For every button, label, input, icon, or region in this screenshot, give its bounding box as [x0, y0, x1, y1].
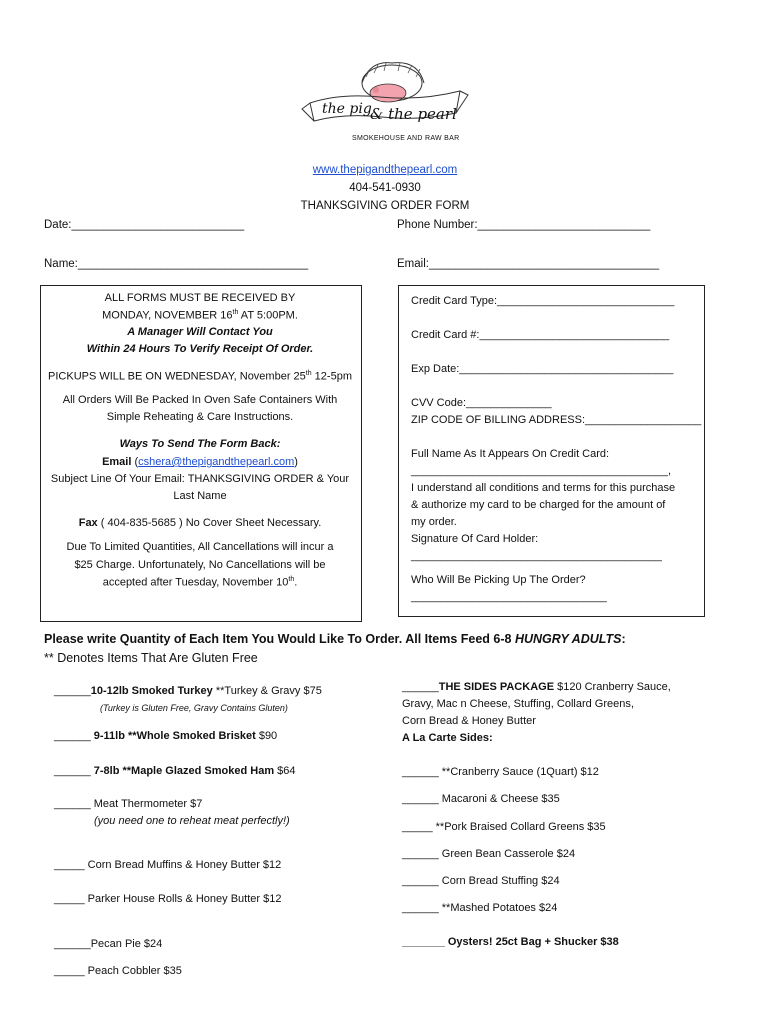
collard-greens-item[interactable]: _____ **Pork Braised Collard Greens $35 — [402, 821, 606, 833]
email-instructions: Email (cshera@thepigandthepearl.com) — [102, 456, 298, 468]
pecan-pie-item[interactable]: ______Pecan Pie $24 — [54, 938, 163, 950]
ways-to-send-heading: Ways To Send The Form Back: — [119, 438, 281, 450]
deadline-line2: MONDAY, NOVEMBER 16th AT 5:00PM. — [102, 309, 298, 322]
brisket-item[interactable]: ______ 9-11lb **Whole Smoked Brisket $90 — [54, 730, 278, 742]
pickup-info: PICKUPS WILL BE ON WEDNESDAY, November 25th 12-5pm — [48, 370, 352, 383]
thermometer-item[interactable]: ______ Meat Thermometer $7 — [54, 798, 203, 810]
logo-name-part1: the pig — [322, 101, 372, 117]
exp-date-field[interactable]: Exp Date:___________________________________ — [411, 363, 674, 375]
cancel-line1: Due To Limited Quantities, All Cancellations will incur a — [66, 541, 334, 553]
muffins-item[interactable]: _____ Corn Bread Muffins & Honey Butter $12 — [54, 859, 282, 871]
date-field[interactable]: Date:___________________________ — [44, 219, 245, 231]
subject-line1: Subject Line Of Your Email: THANKSGIVING ORDER & Your — [50, 473, 350, 485]
phone-field[interactable]: Phone Number:___________________________ — [397, 219, 651, 231]
a-la-carte-heading: A La Carte Sides: — [402, 732, 493, 744]
full-name-label: Full Name As It Appears On Credit Card: — [411, 448, 610, 460]
oysters-item[interactable]: _______ Oysters! 25ct Bag + Shucker $38 — [402, 936, 619, 948]
signature-label: Signature Of Card Holder: — [411, 533, 539, 545]
cancel-line3: accepted after Tuesday, November 10th. — [102, 576, 298, 589]
terms-line2: & authorize my card to be charged for the amount of — [411, 499, 666, 511]
credit-card-type-field[interactable]: Credit Card Type:_____________________________ — [411, 295, 675, 307]
mashed-potatoes-item[interactable]: ______ **Mashed Potatoes $24 — [402, 902, 558, 914]
cvv-field[interactable]: CVV Code:______________ — [411, 397, 552, 409]
name-field[interactable]: Name:____________________________________ — [44, 258, 309, 270]
terms-line1: I understand all conditions and terms for this purchase — [411, 482, 676, 494]
manager-contact: A Manager Will Contact You — [127, 326, 273, 338]
logo — [300, 55, 470, 150]
mac-cheese-item[interactable]: ______ Macaroni & Cheese $35 — [402, 793, 560, 805]
green-bean-item[interactable]: ______ Green Bean Casserole $24 — [402, 848, 576, 860]
terms-line3: my order. — [411, 516, 457, 528]
verify-receipt: Within 24 Hours To Verify Receipt Of Order. — [86, 343, 314, 355]
cancel-line2: $25 Charge. Unfortunately, No Cancellations will be — [74, 559, 326, 571]
turkey-item[interactable]: ______10-12lb Smoked Turkey **Turkey & Gravy $75 — [54, 685, 322, 697]
website-link[interactable]: www.thepigandthepearl.com — [312, 164, 458, 176]
stuffing-item[interactable]: ______ Corn Bread Stuffing $24 — [402, 875, 560, 887]
gluten-free-note: ** Denotes Items That Are Gluten Free — [44, 651, 258, 665]
quantity-instructions: Please write Quantity of Each Item You Would Like To Order. All Items Feed 6-8 HUNGRY ADULTS: — [44, 632, 626, 646]
email-field[interactable]: Email:____________________________________ — [397, 258, 660, 270]
cranberry-item[interactable]: ______ **Cranberry Sauce (1Quart) $12 — [402, 766, 599, 778]
turkey-note: (Turkey is Gluten Free, Gravy Contains Gluten) — [100, 703, 288, 713]
peach-cobbler-item[interactable]: _____ Peach Cobbler $35 — [54, 965, 182, 977]
logo-name-part2: & the pearl — [370, 105, 457, 123]
thermometer-note: (you need one to reheat meat perfectly!) — [94, 815, 290, 827]
subject-line2: Last Name — [173, 490, 227, 502]
pickup-person-label: Who Will Be Picking Up The Order? — [411, 574, 586, 586]
credit-card-number-field[interactable]: Credit Card #:_______________________________ — [411, 329, 670, 341]
zip-code-field[interactable]: ZIP CODE OF BILLING ADDRESS:___________________ — [411, 414, 702, 426]
sides-package-item[interactable]: ______THE SIDES PACKAGE $120 Cranberry Sauce, — [402, 681, 671, 693]
sides-package-line3: Corn Bread & Honey Butter — [402, 715, 536, 727]
signature-line[interactable]: _________________________________________ — [411, 550, 662, 562]
rolls-item[interactable]: _____ Parker House Rolls & Honey Butter $12 — [54, 893, 282, 905]
form-title: THANKSGIVING ORDER FORM — [300, 200, 470, 212]
packing-line1: All Orders Will Be Packed In Oven Safe Containers With — [62, 394, 338, 406]
sides-package-line2: Gravy, Mac n Cheese, Stuffing, Collard Greens, — [402, 698, 634, 710]
ham-item[interactable]: ______ 7-8lb **Maple Glazed Smoked Ham $64 — [54, 765, 296, 777]
order-email-link[interactable]: cshera@thepigandthepearl.com — [138, 456, 295, 468]
phone-number: 404-541-0930 — [349, 182, 421, 194]
full-name-line[interactable]: __________________________________________, — [411, 465, 671, 477]
logo-tagline: SMOKEHOUSE AND RAW BAR — [352, 135, 460, 142]
fax-instructions: Fax ( 404-835-5685 ) No Cover Sheet Necessary. — [78, 517, 322, 529]
deadline-line1: ALL FORMS MUST BE RECEIVED BY — [104, 292, 296, 304]
pickup-person-line[interactable]: ________________________________ — [411, 591, 607, 603]
packing-line2: Simple Reheating & Care Instructions. — [106, 411, 294, 423]
